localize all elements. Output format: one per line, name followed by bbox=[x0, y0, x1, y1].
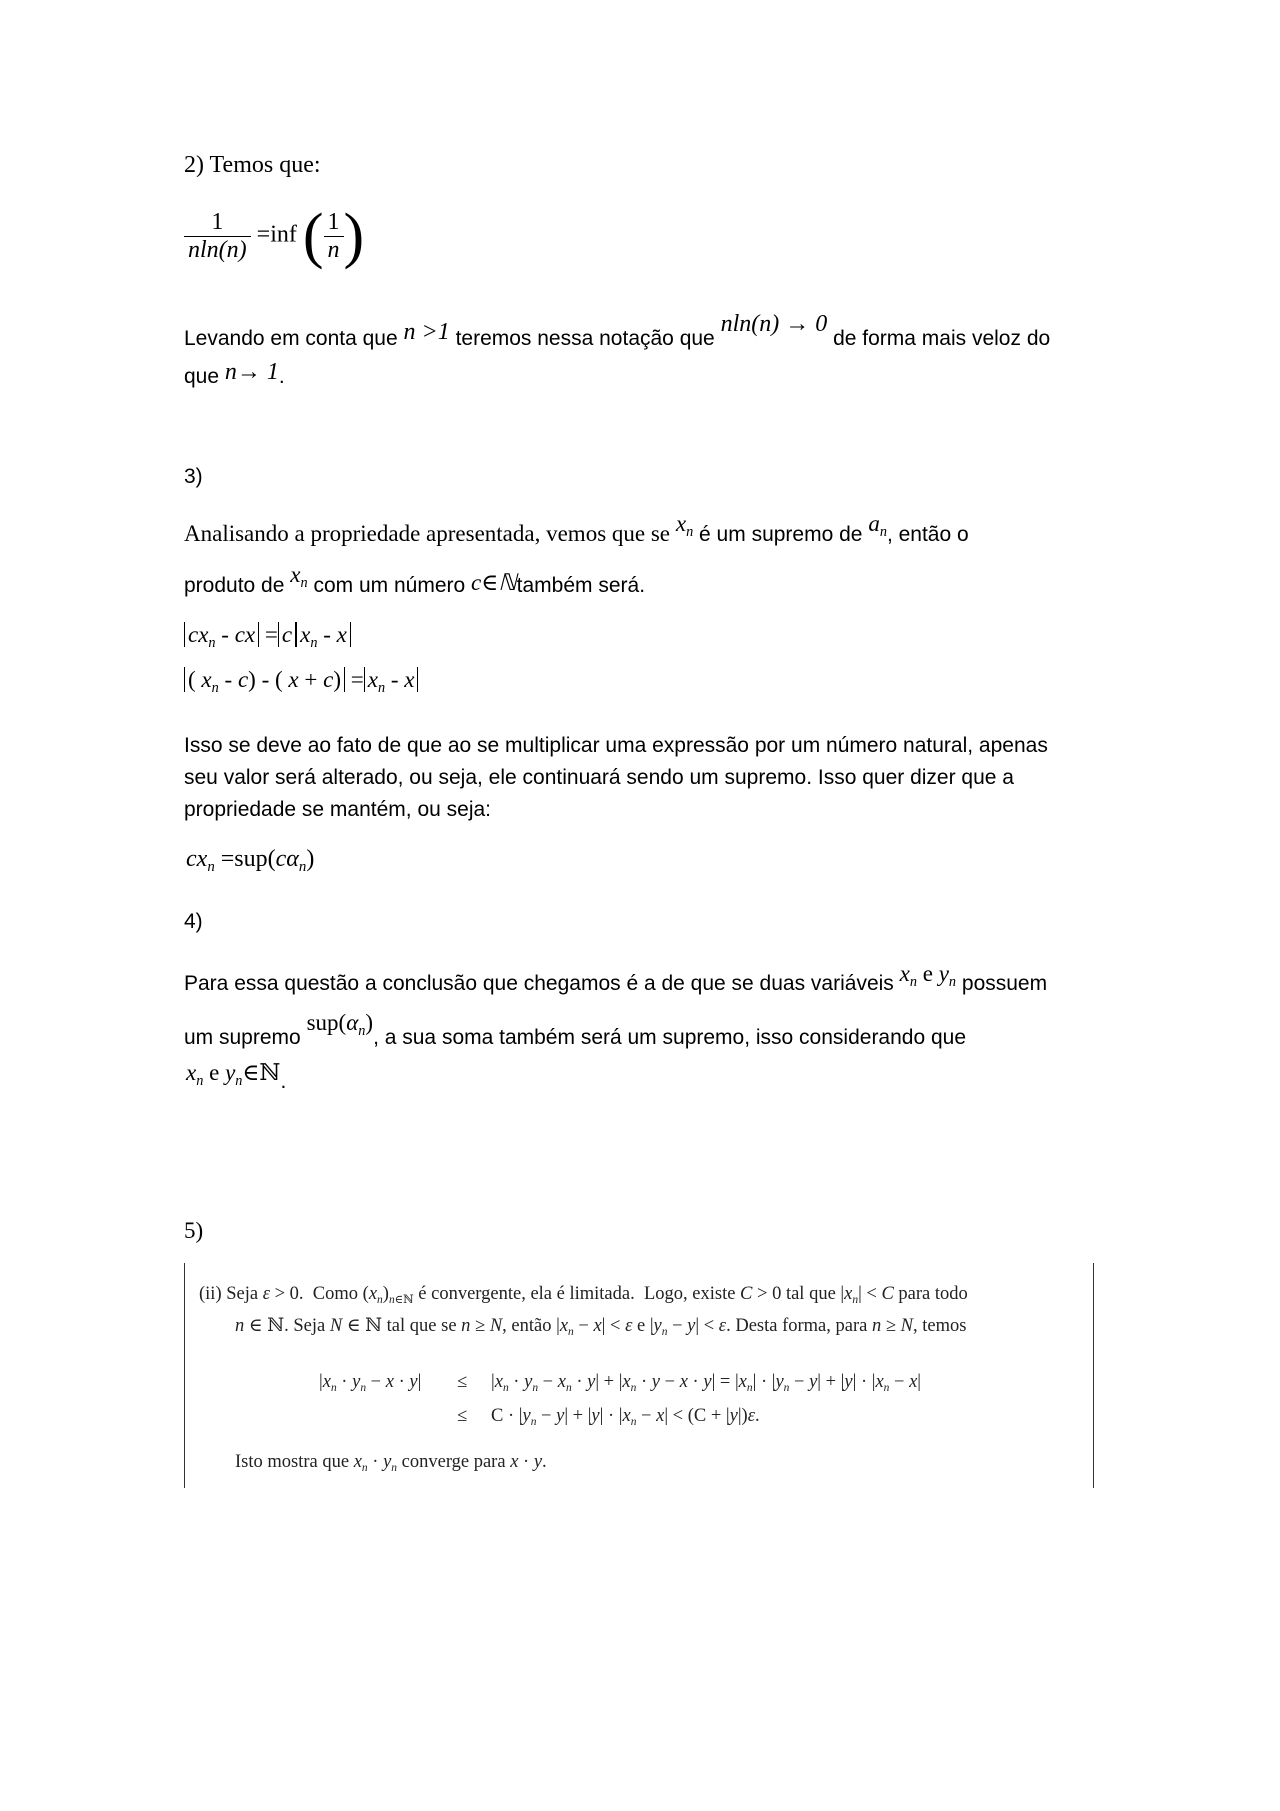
para-line-3: propriedade se mantém, ou seja: bbox=[184, 798, 492, 821]
text-levando: Levando em conta que bbox=[184, 327, 398, 350]
excerpt-eq-left: $|x_n \cdot y_n - x \cdot y|$ bbox=[319, 1372, 422, 1394]
inner-denominator: n bbox=[327, 236, 340, 263]
text-que: que bbox=[184, 365, 220, 388]
math-x-n-2 bbox=[290, 562, 308, 591]
section-2-heading: 2) Temos que: bbox=[184, 152, 321, 178]
para-line-1: Isso se deve ao fato de que ao se multiplicar uma expressão por um número natural, apenas bbox=[184, 734, 1048, 757]
text-period-2: . bbox=[280, 1070, 287, 1093]
math-nln-to-0: nln(n) → 0 bbox=[720, 311, 828, 337]
formula-inf: =inf bbox=[256, 221, 297, 248]
section-4-heading: 4) bbox=[184, 910, 203, 933]
text-produto-de: produto de bbox=[184, 574, 285, 597]
section-4-line-2 bbox=[184, 1010, 967, 1050]
section-3-eq-1: $cx_n$ - cx = c $x_n$ - x bbox=[184, 622, 351, 648]
text-de-forma: de forma mais veloz do bbox=[833, 327, 1051, 350]
math-c-in-n: c∈ℕ bbox=[471, 570, 517, 595]
section-3-eq-2: ( $x_n - c$) - ( $x + c) = x_n - x$ bbox=[184, 667, 418, 693]
abs-xn-x-2: $x_n$ - x bbox=[364, 667, 419, 692]
x-var-2: x bbox=[290, 562, 301, 587]
formula-numerator: 1 bbox=[184, 209, 251, 237]
x-var: x bbox=[675, 511, 687, 536]
text-teremos: teremos nessa notação que bbox=[455, 327, 715, 350]
formula-denominator: nln(n) bbox=[188, 236, 247, 263]
section-5-heading: 5) bbox=[184, 1218, 204, 1243]
formula-fraction bbox=[184, 209, 251, 264]
x-sub: n bbox=[686, 523, 694, 540]
excerpt-conclusion: Isto mostra que $x_n \cdot y_n$ converge para x · y. bbox=[235, 1452, 547, 1474]
math-n-gt-1: n >1 bbox=[403, 319, 450, 345]
section-4-line-3 bbox=[186, 1060, 287, 1093]
math-sup-alpha: $sup(\alpha_n)$ bbox=[306, 1010, 374, 1039]
math-xn-e-yn: $x_n$ e $y_n$ bbox=[899, 961, 957, 990]
excerpt-line-2: n ∈ ℕ. Seja N ∈ ℕ tal que se n ≥ N, então $|x_n - x| < \varepsilon$ e $|y_n - y| < \varepsilon$. Desta forma, para n ≥ N, temos bbox=[235, 1316, 967, 1338]
inner-numerator: 1 bbox=[324, 209, 344, 237]
excerpt-eq-rel-2: ≤ bbox=[457, 1406, 468, 1426]
math-xn-yn-in-n: $x_n$ e $y_n\in ℕ$ bbox=[186, 1060, 281, 1089]
text-a-sua-soma: , a sua soma também será um supremo, isso considerando que bbox=[373, 1026, 967, 1049]
excerpt-eq-rel-1: ≤ bbox=[457, 1372, 468, 1392]
section-3-paragraph bbox=[184, 730, 1084, 826]
text-entao: , então o bbox=[886, 523, 969, 546]
abs-c: c bbox=[278, 622, 296, 647]
abs-diff: ( $x_n - c$) - ( x + c) bbox=[184, 667, 345, 692]
section-3-heading: 3) bbox=[184, 465, 203, 488]
formula-inner-fraction bbox=[324, 209, 344, 264]
section-2-line-2 bbox=[184, 358, 285, 394]
section-2-formula bbox=[184, 202, 365, 270]
math-n-to-1: n→ 1 bbox=[224, 359, 279, 385]
textbook-excerpt-image bbox=[184, 1263, 1094, 1488]
text-period: . bbox=[278, 365, 285, 388]
abs-xn-x: $x_n$ - x bbox=[296, 622, 351, 647]
section-4-line-1 bbox=[184, 961, 1048, 996]
x-sub-2: n bbox=[300, 574, 308, 591]
abs-cxn-cx: $cx_n$ - cx bbox=[184, 622, 259, 647]
text-para-essa: Para essa questão a conclusão que chegamos é a de que se duas variáveis bbox=[184, 972, 894, 995]
text-com-um-numero: com um número bbox=[313, 574, 466, 597]
math-x-n bbox=[675, 511, 694, 540]
math-a-n bbox=[868, 511, 887, 540]
a-sub: n bbox=[879, 523, 887, 540]
text-supremo-de: é um supremo de bbox=[699, 523, 863, 546]
a-var: a bbox=[868, 511, 880, 536]
section-3-eq-3: $cx_n =sup(c\alpha_n)$ bbox=[186, 846, 315, 876]
left-paren: ( bbox=[302, 202, 324, 270]
text-possuem: possuem bbox=[961, 972, 1048, 995]
text-um-supremo: um supremo bbox=[184, 1026, 301, 1049]
right-paren: ) bbox=[343, 202, 365, 270]
section-3-line-1 bbox=[184, 511, 969, 547]
section-2-line-1 bbox=[184, 311, 1051, 356]
text-tambem-sera: também será. bbox=[516, 574, 646, 597]
excerpt-eq-right-2: $C \cdot |y_n - y| + |y| \cdot |x_n - x| < (C + |y|)\varepsilon$. bbox=[491, 1406, 760, 1428]
excerpt-line-1: (ii) Seja ε > 0. Como $(x_n)_{n\in ℕ}$ é convergente, ela é limitada. Logo, existe C > 0 tal que $|x_n| < C$ para todo bbox=[199, 1284, 968, 1306]
text-analisando: Analisando a propriedade apresentada, vemos que se bbox=[184, 521, 671, 546]
section-3-line-2 bbox=[184, 562, 646, 598]
para-line-2: seu valor será alterado, ou seja, ele continuará sendo um supremo. Isso quer dizer que a bbox=[184, 766, 1014, 789]
excerpt-eq-right-1: $|x_n \cdot y_n - x_n \cdot y| + |x_n \cdot y - x \cdot y| = |x_n| \cdot |y_n - y| + |y| \cdot |x_n - x|$ bbox=[491, 1372, 922, 1394]
